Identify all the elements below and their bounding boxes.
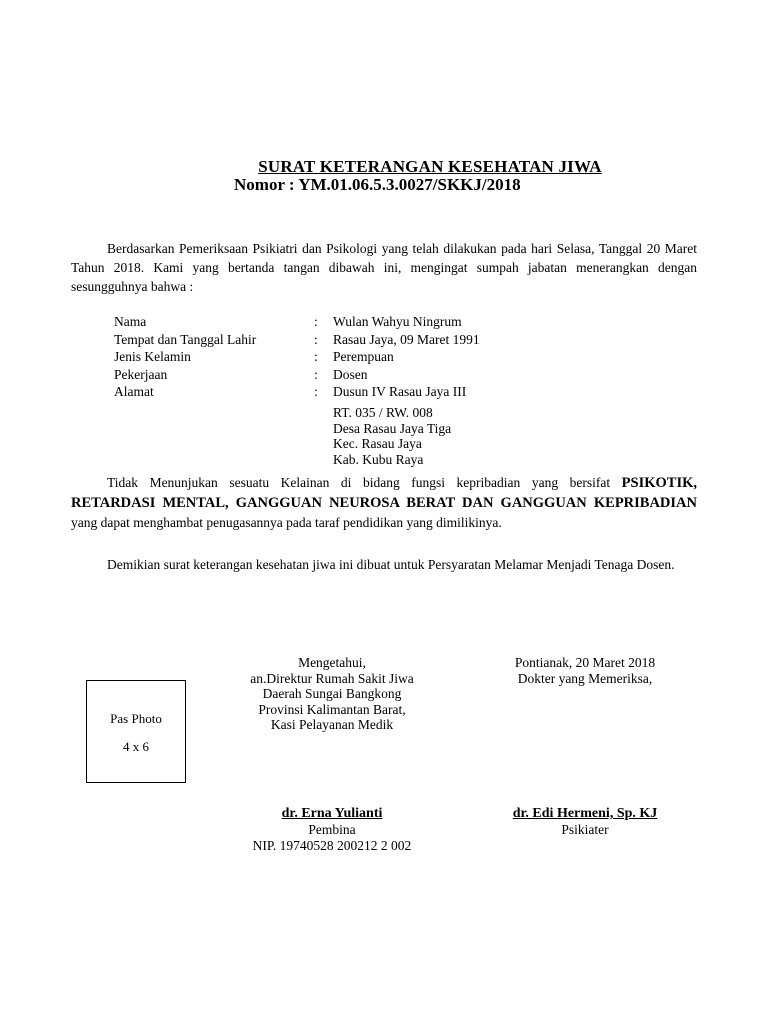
place-date: Pontianak, 20 Maret 2018 <box>514 655 656 670</box>
signatory-name: dr. Erna Yulianti <box>281 806 383 821</box>
acknowledgement-line: Provinsi Kalimantan Barat, <box>258 701 406 717</box>
address-line: Desa Rasau Jaya Tiga <box>333 420 452 436</box>
field-label: Pekerjaan <box>114 367 168 382</box>
examiner-name: dr. Edi Hermeni, Sp. KJ <box>512 806 658 821</box>
acknowledgement-line: an.Direktur Rumah Sakit Jiwa <box>250 670 414 686</box>
field-colon: : <box>314 332 318 347</box>
address-line: Kab. Kubu Raya <box>333 451 424 467</box>
acknowledgement-line: Daerah Sungai Bangkong <box>262 686 402 701</box>
examiner-label: Dokter yang Memeriksa, <box>517 670 653 686</box>
findings-paragraph <box>71 473 697 532</box>
field-colon: : <box>314 349 318 364</box>
acknowledgement-block <box>212 655 452 733</box>
address-lines <box>333 405 451 467</box>
field-label: Jenis Kelamin <box>114 349 191 364</box>
acknowledgement-line: Mengetahui, <box>298 655 366 670</box>
photo-size: 4 x 6 <box>123 739 149 754</box>
signatory-rank: Pembina <box>308 822 356 837</box>
acknowledgement-line: Kasi Pelayanan Medik <box>270 717 394 732</box>
document-number: Nomor : YM.01.06.5.3.0027/SKKJ/2018 <box>234 175 521 194</box>
field-label: Alamat <box>114 384 154 399</box>
field-colon: : <box>314 384 318 399</box>
address-line: RT. 035 / RW. 008 <box>333 405 433 420</box>
findings-conditions: PSIKOTIK, RETARDASI MENTAL, GANGGUAN NEUROSA BERAT DAN GANGGUAN KEPRIBADIAN <box>71 475 697 511</box>
field-colon: : <box>314 367 318 382</box>
field-label: Tempat dan Tanggal Lahir <box>114 332 257 347</box>
address-line: Kec. Rasau Jaya <box>333 436 422 451</box>
field-value: Rasau Jaya, 09 Maret 1991 <box>333 332 480 347</box>
field-colon: : <box>314 314 318 329</box>
document-title: SURAT KETERANGAN KESEHATAN JIWA <box>258 157 602 176</box>
examiner-block <box>470 655 700 686</box>
findings-rest: yang dapat menghambat penugasannya pada taraf pendidikan yang dimilikinya. <box>71 515 502 530</box>
closing-paragraph: Demikian surat keterangan kesehatan jiwa ini dibuat untuk Persyaratan Melamar Menjadi Tenaga Dosen. <box>107 557 675 572</box>
field-label: Nama <box>114 314 147 329</box>
field-value: Perempuan <box>333 349 394 364</box>
field-value: Wulan Wahyu Ningrum <box>333 314 462 329</box>
field-value: Dosen <box>333 367 368 382</box>
opening-paragraph: Berdasarkan Pemeriksaan Psikiatri dan Psikologi yang telah dilakukan pada hari Selasa, Tanggal 20 Maret Tahun 2018. Kami yang bertanda tangan dibawah ini, mengingat sumpah jabatan menerangkan dengan sesungguhnya bahwa : <box>71 241 697 294</box>
photo-placeholder <box>86 680 186 783</box>
findings-intro: Tidak Menunjukan sesuatu Kelainan di bidang fungsi kepribadian yang bersifat <box>107 475 622 490</box>
signature-right <box>470 806 700 838</box>
examiner-title: Psikiater <box>561 822 609 837</box>
photo-label: Pas Photo <box>110 711 162 726</box>
field-value: Dusun IV Rasau Jaya III <box>333 384 467 399</box>
signature-left <box>212 806 452 854</box>
signatory-nip: NIP. 19740528 200212 2 002 <box>252 838 412 853</box>
